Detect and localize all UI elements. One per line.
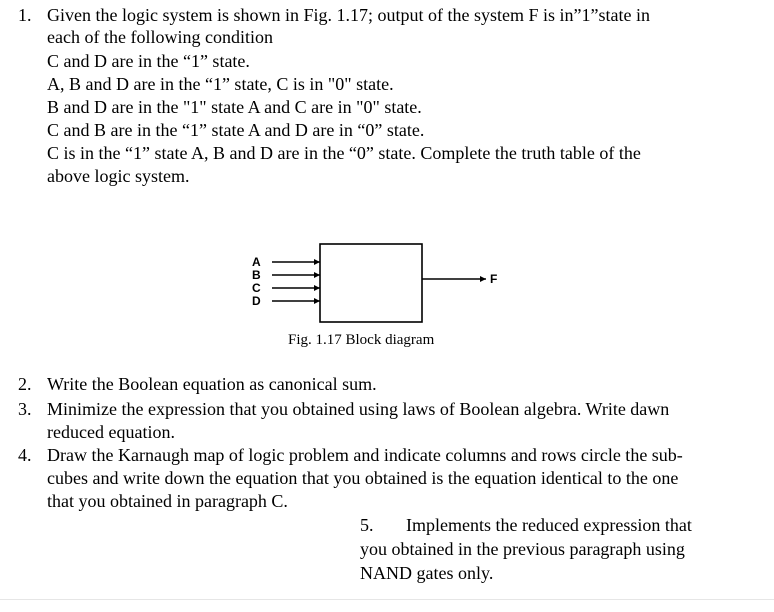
- q4-line-1: Draw the Karnaugh map of logic problem and indicate columns and rows circle the sub-: [47, 445, 683, 465]
- q2-number: 2.: [18, 374, 32, 394]
- q5-number: 5.: [360, 515, 374, 535]
- q1-line-3: C and D are in the “1” state.: [47, 51, 250, 71]
- input-label-d: D: [252, 294, 261, 308]
- q1-line-4: A, B and D are in the “1” state, C is in "0" state.: [47, 74, 394, 94]
- q2-line-1: Write the Boolean equation as canonical sum.: [47, 374, 377, 394]
- q4-line-2: cubes and write down the equation that you obtained is the equation identical to the one: [47, 468, 679, 488]
- q1-number: 1.: [18, 5, 32, 25]
- output-label-f: F: [490, 272, 498, 286]
- input-label-a: A: [252, 255, 261, 269]
- q3-line-1: Minimize the expression that you obtained using laws of Boolean algebra. Write dawn: [47, 399, 670, 419]
- bottom-divider: [0, 599, 774, 600]
- q1-line-5: B and D are in the "1" state A and C are in "0" state.: [47, 97, 422, 117]
- q3-number: 3.: [18, 399, 32, 419]
- q1-line-2: each of the following condition: [47, 27, 273, 47]
- q5-line-2: you obtained in the previous paragraph using: [360, 539, 685, 559]
- q1-line-6: C and B are in the “1” state A and D are in “0” state.: [47, 120, 425, 140]
- q5-line-3: NAND gates only.: [360, 563, 494, 583]
- q4-number: 4.: [18, 445, 32, 465]
- q1-line-8: above logic system.: [47, 166, 190, 186]
- logic-block: [320, 244, 422, 322]
- q4-line-3: that you obtained in paragraph C.: [47, 491, 288, 511]
- q1-line-1: Given the logic system is shown in Fig. 1.17; output of the system F is in”1”state in: [47, 5, 650, 25]
- figure-caption: Fig. 1.17 Block diagram: [288, 332, 435, 348]
- q1-line-7: C is in the “1” state A, B and D are in the “0” state. Complete the truth table of the: [47, 143, 641, 163]
- q3-line-2: reduced equation.: [47, 422, 175, 442]
- q5-line-1: Implements the reduced expression that: [406, 515, 692, 535]
- input-label-c: C: [252, 281, 261, 295]
- input-label-b: B: [252, 268, 261, 282]
